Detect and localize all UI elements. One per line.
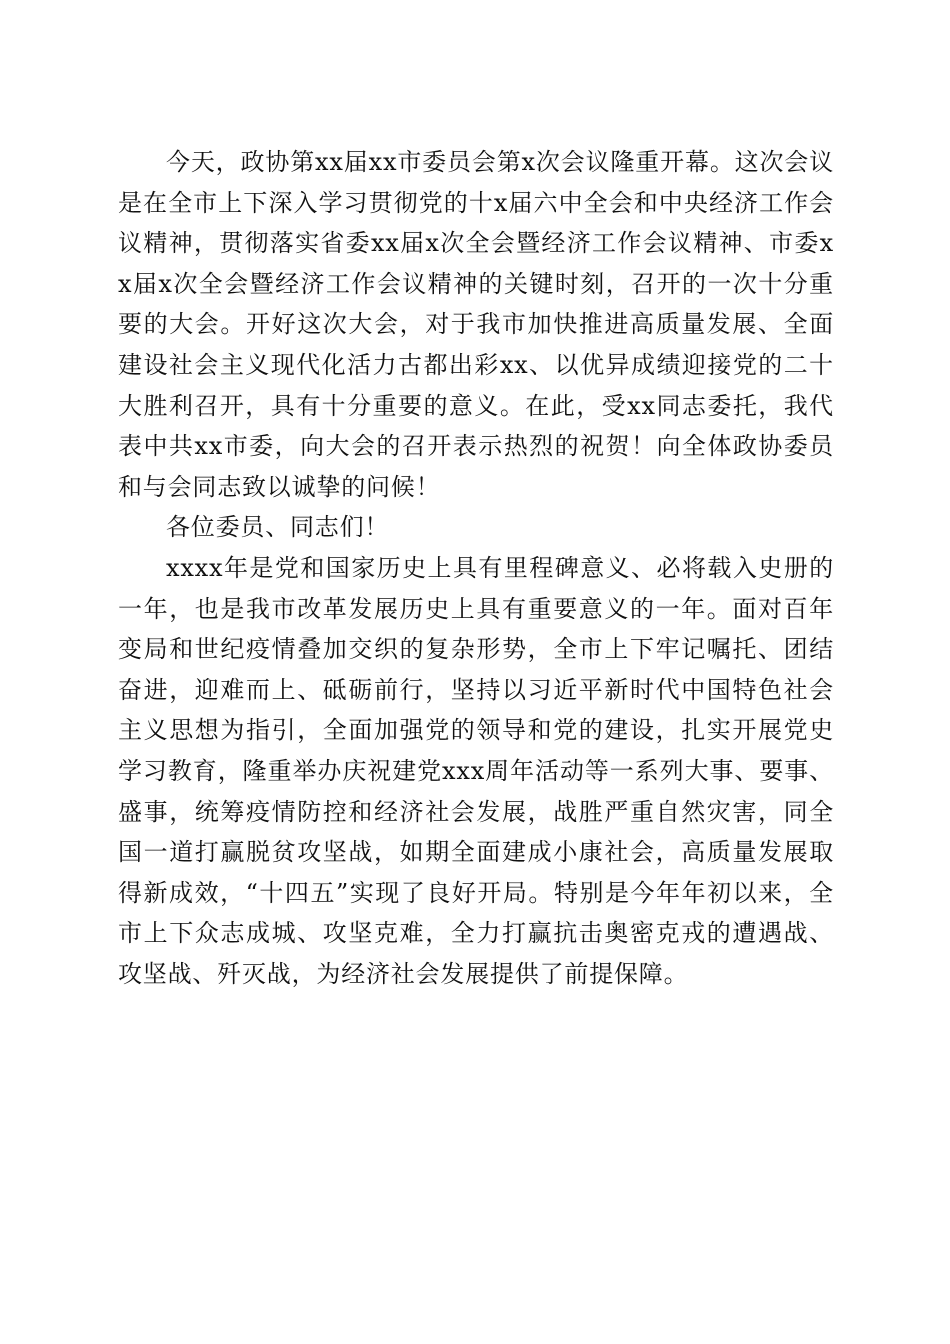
paragraph-review: xxxx年是党和国家历史上具有里程碑意义、必将载入史册的一年，也是我市改革发展历史上具有重要意义的一年。面对百年变局和世纪疫情叠加交织的复杂形势，全市上下牢记嘱托、团结奋进，迎难而上、砥砺前行，坚持以习近平新时代中国特色社会主义思想为指引，全面加强党的领导和党的建设，扎实开展党史学习教育，隆重举办庆祝建党xxx周年活动等一系列大事、要事、盛事，统筹疫情防控和经济社会发展，战胜严重自然灾害，同全国一道打赢脱贫攻坚战，如期全面建成小康社会，高质量发展取得新成效，“十四五”实现了良好开局。特别是今年年初以来，全市上下众志成城、攻坚克难，全力打赢抗击奥密克戎的遭遇战、攻坚战、歼灭战，为经济社会发展提供了前提保障。 [118, 553, 834, 988]
document-body [118, 142, 834, 994]
paragraph-opening: 今天，政协第xx届xx市委员会第x次会议隆重开幕。这次会议是在全市上下深入学习贯彻党的十x届六中全会和中央经济工作会议精神，贯彻落实省委xx届x次全会暨经济工作会议精神、市委xx届x次全会暨经济工作会议精神的关键时刻，召开的一次十分重要的大会。开好这次大会，对于我市加快推进高质量发展、全面建设社会主义现代化活力古都出彩xx、以优异成绩迎接党的二十大胜利召开，具有十分重要的意义。在此，受xx同志委托，我代表中共xx市委，向大会的召开表示热烈的祝贺！向全体政协委员和与会同志致以诚挚的问候！ [118, 148, 834, 501]
paragraph-salutation: 各位委员、同志们！ [166, 513, 390, 542]
